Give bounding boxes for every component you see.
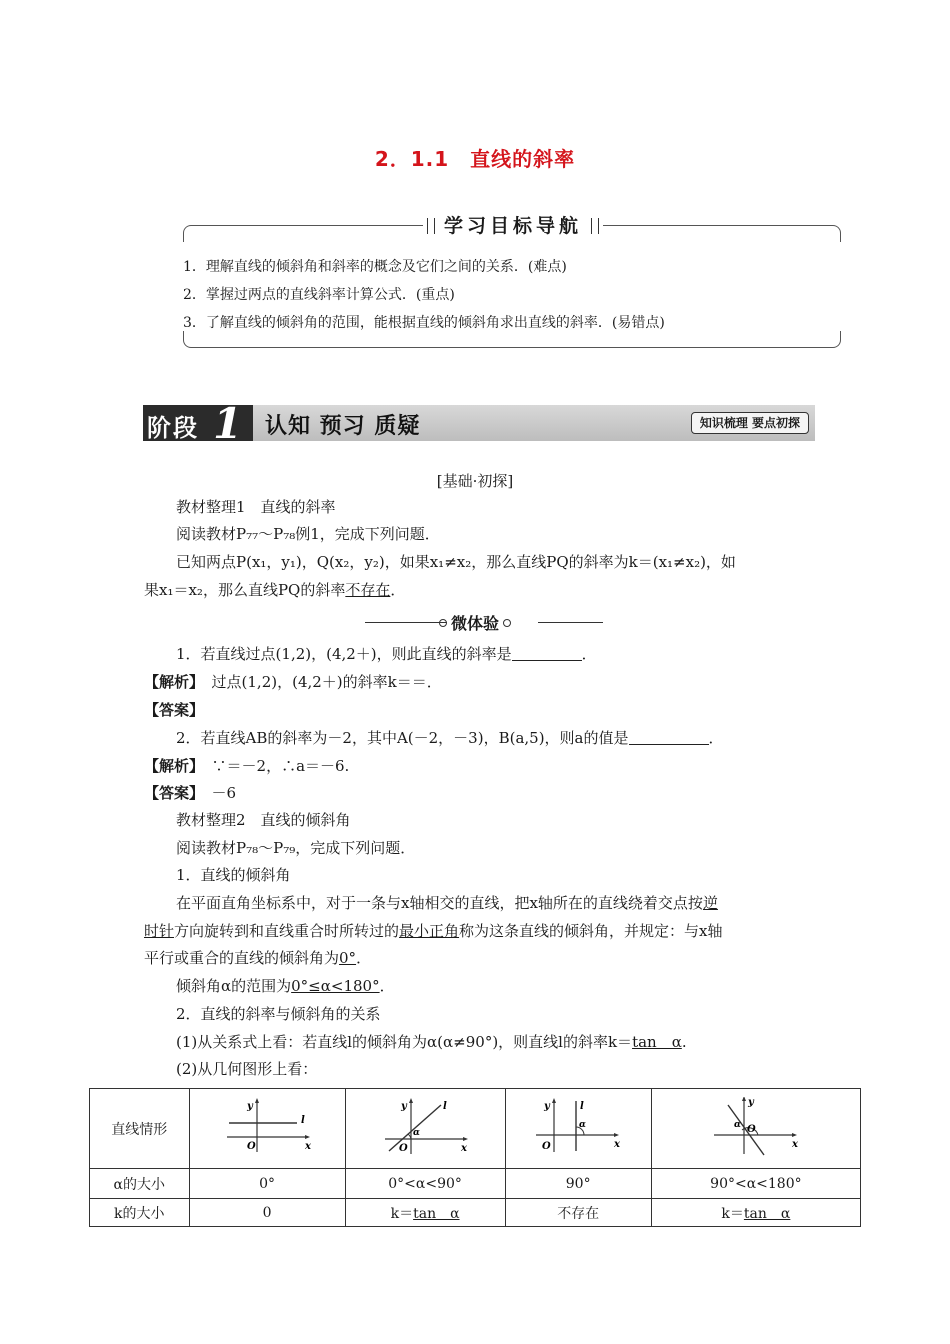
objective-item-3: 3．了解直线的倾斜角的范围，能根据直线的倾斜角求出直线的斜率．(易错点) bbox=[183, 315, 665, 331]
q1-answer bbox=[144, 699, 204, 720]
p1-c: 称为这条直线的倾斜角，并规定：与x轴 bbox=[459, 922, 723, 940]
fig4-y: y bbox=[747, 1096, 754, 1108]
table-row-figures bbox=[90, 1089, 861, 1169]
figure-horizontal-svg bbox=[217, 1097, 317, 1157]
fig3-x: x bbox=[614, 1138, 621, 1150]
q2-question: 2．若直线AB的斜率为－2，其中A(－2，－3)，B(a,5)，则a的值是 bbox=[176, 729, 629, 747]
q2-blank bbox=[629, 730, 709, 745]
p1-b: 方向旋转到和直线重合时所转过的 bbox=[174, 922, 400, 940]
stage-tag: 知识梳理 要点初探 bbox=[691, 412, 809, 434]
table-row-alpha bbox=[90, 1169, 861, 1199]
figure-vertical-svg bbox=[528, 1097, 628, 1157]
alpha-cell-1: 0° bbox=[189, 1169, 345, 1199]
figure-acute-svg bbox=[375, 1097, 475, 1157]
p1-e: ． bbox=[356, 949, 372, 967]
alpha-cell-3: 90° bbox=[505, 1169, 651, 1199]
p1-ul2: 时针 bbox=[144, 922, 175, 940]
material2-heading: 教材整理2 直线的倾斜角 bbox=[176, 811, 351, 829]
q1-answer-label: 【答案】 bbox=[144, 701, 205, 719]
fig2-o: O bbox=[399, 1142, 408, 1154]
figure-acute bbox=[345, 1089, 505, 1169]
range-post: ． bbox=[379, 977, 395, 995]
material2-p1-line1 bbox=[176, 892, 718, 913]
material2-rel2: (2)从几何图形上看： bbox=[176, 1060, 318, 1078]
micro-heading bbox=[0, 611, 950, 634]
k-cell-4-tan: tan α bbox=[743, 1205, 791, 1222]
micro-dot-left bbox=[439, 619, 447, 627]
q1-analysis bbox=[144, 671, 442, 692]
range-ul: 0°≤α<180° bbox=[291, 977, 380, 995]
fig1-x: x bbox=[305, 1140, 312, 1152]
k-cell-4 bbox=[651, 1199, 860, 1227]
material1-heading: 教材整理1 直线的斜率 bbox=[176, 498, 336, 516]
material1-line2-underline: 不存在 bbox=[345, 581, 391, 599]
q2-analysis-text: ∵＝－2，∴a＝－6. bbox=[211, 757, 350, 775]
figure-obtuse-svg bbox=[706, 1097, 806, 1157]
q1-end: ． bbox=[581, 645, 597, 663]
objective-item-1: 1．理解直线的倾斜角和斜率的概念及它们之间的关系．(难点) bbox=[183, 259, 567, 275]
material1-read: 阅读教材P₇₇～P₇₈例1，完成下列问题． bbox=[176, 525, 440, 543]
p1-ul4: 0° bbox=[339, 949, 357, 967]
micro-dot-right bbox=[503, 619, 511, 627]
fig2-x: x bbox=[461, 1142, 468, 1154]
row-label-alpha: α的大小 bbox=[90, 1169, 190, 1199]
q2-text bbox=[176, 727, 724, 748]
page-title: 2．1.1 直线的斜率 bbox=[374, 147, 576, 171]
fig4-o: O bbox=[746, 1123, 756, 1135]
fig3-a: α bbox=[579, 1119, 587, 1130]
table-row-k bbox=[90, 1199, 861, 1227]
material2-rel1 bbox=[176, 1031, 687, 1052]
k-cell-3: 不存在 bbox=[505, 1199, 651, 1227]
q1-text bbox=[176, 643, 597, 664]
stage-prefix: 阶段 bbox=[147, 414, 199, 442]
k-cell-1: 0 bbox=[189, 1199, 345, 1227]
section-label: [基础·初探] bbox=[436, 472, 514, 490]
q2-analysis-label: 【解析】 bbox=[144, 757, 197, 775]
q2-answer-label: 【答案】 bbox=[144, 784, 197, 802]
k-cell-2 bbox=[345, 1199, 505, 1227]
material1-line1: 已知两点P(x₁，y₁)，Q(x₂，y₂)，如果x₁≠x₂，那么直线PQ的斜率为k＝(x₁≠x₂)，如 bbox=[176, 553, 736, 571]
objectives-bottom-border bbox=[183, 331, 841, 348]
fig2-y: y bbox=[401, 1100, 407, 1112]
material1-line2 bbox=[144, 579, 405, 600]
p1-ul3: 最小正角 bbox=[399, 922, 460, 940]
fig3-o: O bbox=[542, 1140, 551, 1152]
k-cell-2-tan: tan α bbox=[413, 1205, 460, 1222]
q1-analysis-text: 过点(1,2)，(4,2＋)的斜率k＝＝． bbox=[211, 673, 442, 691]
rel1-pre: (1)从关系式上看：若直线l的倾斜角为α(α≠90°)，则直线l的斜率k＝ bbox=[176, 1033, 633, 1051]
material2-p1-line3 bbox=[144, 947, 371, 968]
material2-p1-line2 bbox=[144, 920, 723, 941]
fig3-y: y bbox=[544, 1100, 550, 1112]
p1-d: 平行或重合的直线的倾斜角为 bbox=[144, 949, 340, 967]
k-cell-2-prefix: k＝ bbox=[390, 1205, 414, 1222]
p1-ul1: 逆 bbox=[702, 894, 718, 912]
objectives-label: 学习目标导航 bbox=[423, 213, 603, 239]
fig3-l: l bbox=[580, 1100, 584, 1112]
p1-a: 在平面直角坐标系中，对于一条与x轴相交的直线，把x轴所在的直线绕着交点按 bbox=[176, 894, 703, 912]
row-label-figure: 直线情形 bbox=[90, 1089, 190, 1169]
material1-line2-pre: 果x₁＝x₂，那么直线PQ的斜率 bbox=[144, 581, 346, 599]
material1-line2-post: ． bbox=[390, 581, 406, 599]
q1-analysis-label: 【解析】 bbox=[144, 673, 197, 691]
objective-item-2: 2．掌握过两点的直线斜率计算公式．(重点) bbox=[183, 287, 455, 303]
stage-number: 1 bbox=[213, 399, 243, 448]
fig4-a: α bbox=[733, 1119, 741, 1130]
material2-range bbox=[176, 975, 395, 996]
k-cell-4-prefix: k＝ bbox=[721, 1205, 744, 1222]
fig2-l: l bbox=[443, 1100, 447, 1112]
fig1-l: l bbox=[301, 1114, 305, 1126]
fig1-y: y bbox=[247, 1100, 253, 1112]
q1-question: 1．若直线过点(1,2)，(4,2＋)，则此直线的斜率是 bbox=[176, 645, 512, 663]
figure-obtuse bbox=[651, 1089, 860, 1169]
micro-label-text: 微体验 bbox=[450, 614, 499, 633]
material2-sub1: 1．直线的倾斜角 bbox=[176, 866, 291, 884]
q2-answer bbox=[144, 782, 236, 803]
stage-badge bbox=[143, 399, 253, 448]
material2-sub2: 2．直线的斜率与倾斜角的关系 bbox=[176, 1005, 381, 1023]
stage-heading: 认知 预习 质疑 bbox=[265, 414, 421, 439]
alpha-cell-4: 90°<α<180° bbox=[651, 1169, 860, 1199]
fig4-x: x bbox=[791, 1138, 798, 1150]
fig1-o: O bbox=[247, 1140, 256, 1152]
fig2-a: α bbox=[413, 1127, 421, 1138]
objectives-box bbox=[183, 213, 841, 353]
q1-blank bbox=[512, 646, 582, 661]
row-label-k: k的大小 bbox=[90, 1199, 190, 1227]
rel1-post: . bbox=[681, 1033, 687, 1051]
relation-table bbox=[89, 1088, 861, 1227]
stage-banner bbox=[143, 399, 815, 448]
q2-answer-text: －6 bbox=[211, 784, 237, 802]
q2-analysis bbox=[144, 755, 349, 776]
range-pre: 倾斜角α的范围为 bbox=[176, 977, 292, 995]
q2-end: ． bbox=[708, 729, 724, 747]
alpha-cell-2: 0°<α<90° bbox=[345, 1169, 505, 1199]
rel1-ul: tan α bbox=[632, 1033, 682, 1051]
material2-read: 阅读教材P₇₈～P₇₉，完成下列问题． bbox=[176, 839, 416, 857]
figure-vertical bbox=[505, 1089, 651, 1169]
figure-horizontal bbox=[189, 1089, 345, 1169]
